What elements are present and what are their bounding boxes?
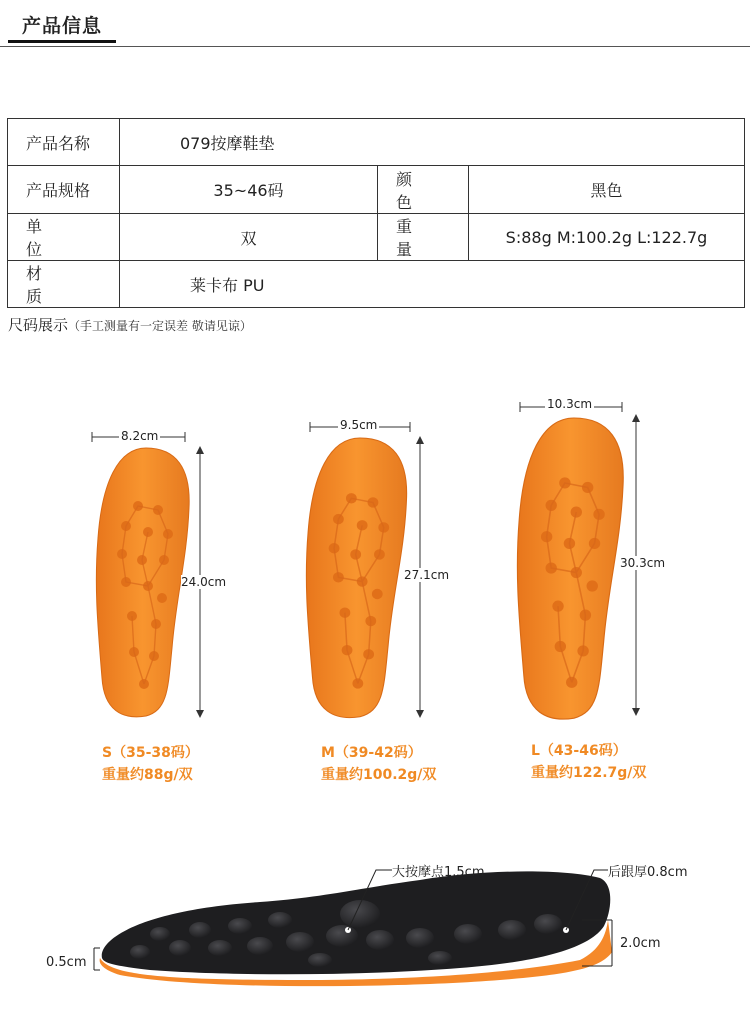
spec-label-size: 产品规格 — [8, 166, 120, 214]
insole-s-width: 8.2cm — [121, 429, 159, 443]
spec-value-name: 079按摩鞋垫 — [120, 119, 745, 166]
insole-m-caption — [321, 742, 436, 786]
spec-label-name: 产品名称 — [8, 119, 120, 166]
heel-thickness-callout: 后跟厚0.8cm — [608, 865, 688, 880]
insole-s-length: 24.0cm — [181, 575, 227, 589]
insole-s-weight: 重量约88g/双 — [102, 767, 193, 783]
section-title-underline — [8, 40, 116, 43]
spec-label-color: 颜 色 — [378, 166, 469, 214]
section-title: 产品信息 — [22, 15, 103, 37]
heel-height-label: 2.0cm — [620, 936, 661, 951]
spec-value-unit: 双 — [120, 214, 378, 261]
spec-row-name — [8, 119, 745, 166]
spec-table — [7, 118, 745, 308]
spec-label-weight: 重 量 — [378, 214, 469, 261]
toe-thickness-label: 0.5cm — [46, 955, 87, 970]
insole-l-weight: 重量约122.7g/双 — [531, 765, 647, 781]
insole-l-width: 10.3cm — [547, 397, 593, 411]
insole-m-size: M（39-42码） — [321, 745, 422, 761]
spec-value-material: 莱卡布 PU — [120, 261, 745, 308]
insole-m-weight: 重量约100.2g/双 — [321, 767, 437, 783]
insole-l-length: 30.3cm — [620, 556, 666, 570]
spec-row-unit — [8, 214, 745, 261]
size-display-note: （手工测量有一定误差 敬请见谅） — [68, 319, 252, 333]
size-display-title: 尺码展示 — [8, 316, 69, 334]
section-divider — [0, 46, 750, 47]
massage-point-callout: 大按摩点1.5cm — [392, 865, 485, 880]
spec-row-material — [8, 261, 745, 308]
spec-value-color: 黑色 — [469, 166, 745, 214]
insole-s-size: S（35-38码） — [102, 745, 199, 761]
spec-value-weight: S:88g M:100.2g L:122.7g — [469, 214, 745, 261]
spec-row-size — [8, 166, 745, 214]
insole-l-caption — [531, 740, 646, 784]
spec-label-unit: 单 位 — [8, 214, 120, 261]
size-display-heading — [8, 314, 252, 335]
insole-m-width: 9.5cm — [340, 418, 378, 432]
insole-l-size: L（43-46码） — [531, 743, 627, 759]
spec-value-size: 35~46码 — [120, 166, 378, 214]
insole-m-length: 27.1cm — [404, 568, 450, 582]
insole-s-caption — [102, 742, 199, 786]
spec-label-material: 材 质 — [8, 261, 120, 308]
